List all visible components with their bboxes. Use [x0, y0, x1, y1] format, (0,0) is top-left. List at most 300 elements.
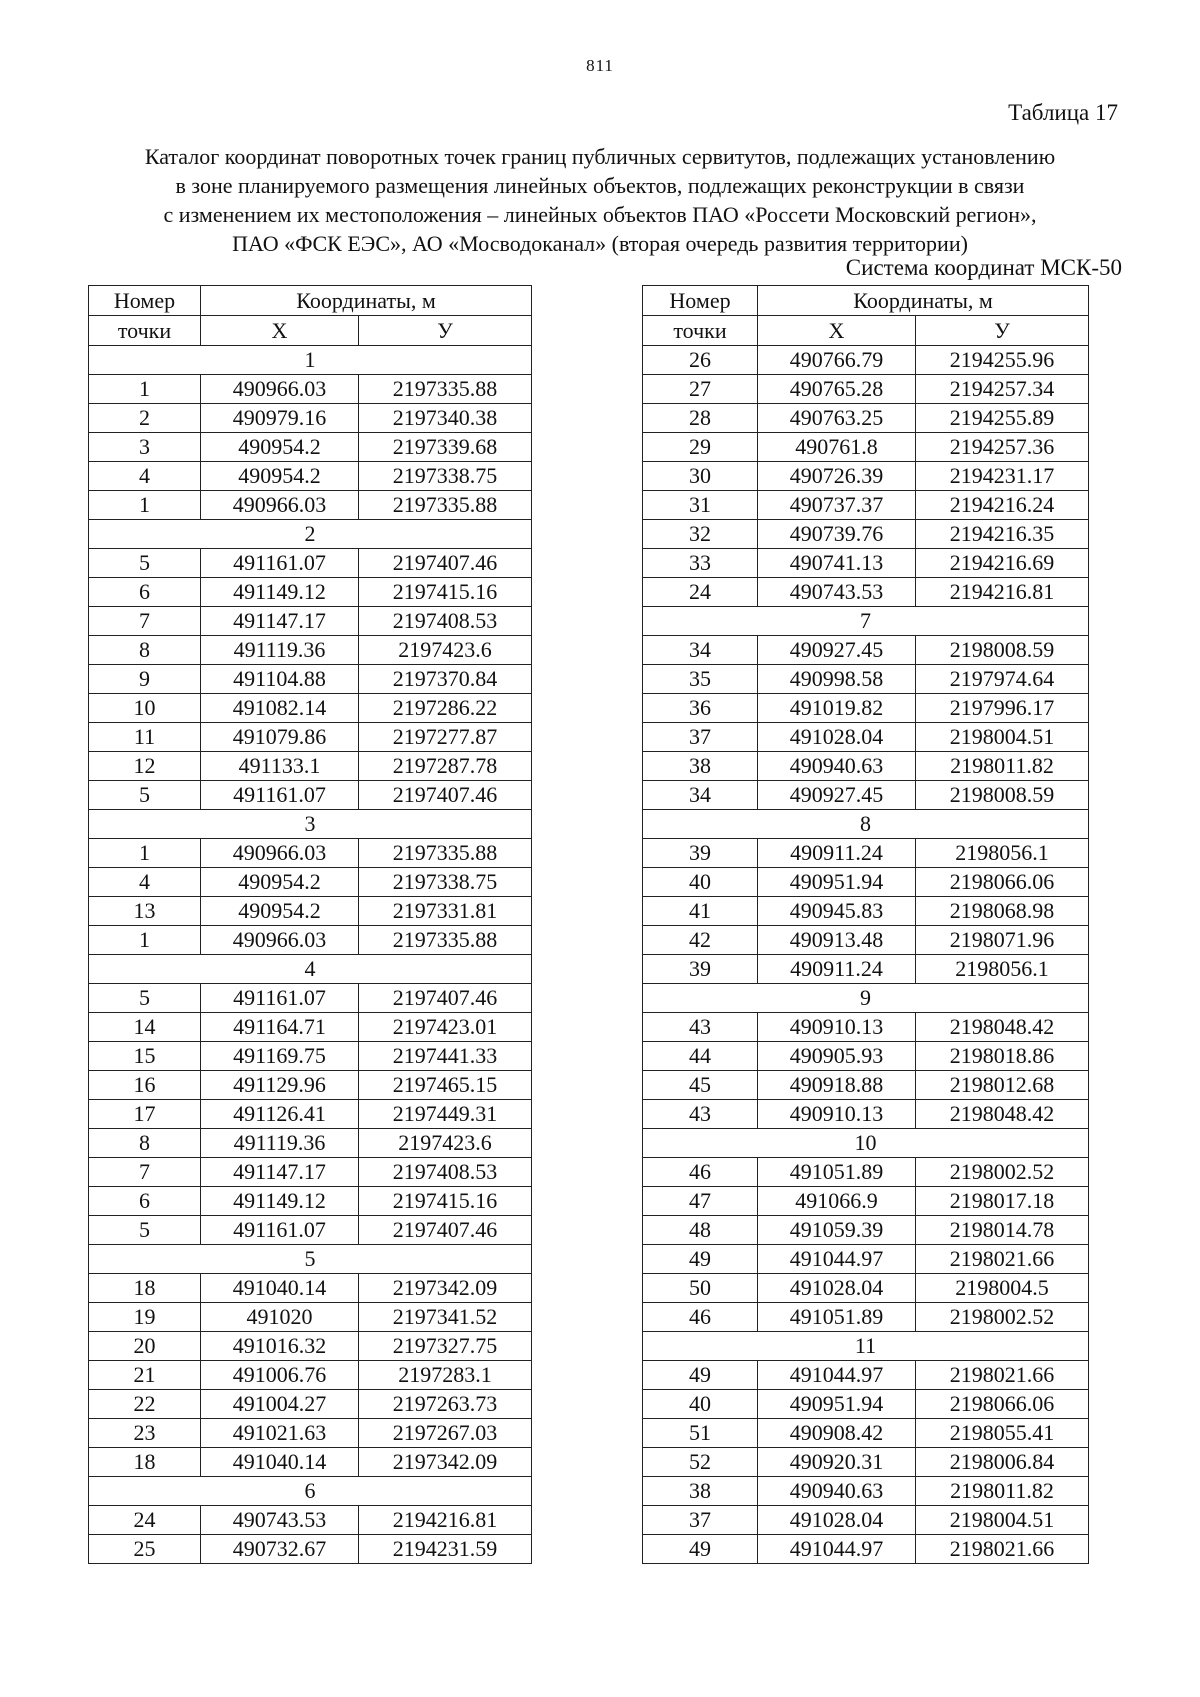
point-number-cell: 13	[89, 897, 201, 926]
y-coordinate-cell: 2194231.59	[359, 1535, 532, 1564]
point-number-cell: 6	[89, 578, 201, 607]
header-row	[643, 286, 1089, 316]
table-row	[643, 1390, 1089, 1419]
y-coordinate-cell: 2198068.98	[916, 897, 1089, 926]
table-row	[89, 1158, 532, 1187]
table-row	[643, 520, 1089, 549]
x-coordinate-cell: 490913.48	[758, 926, 916, 955]
y-coordinate-cell: 2197996.17	[916, 694, 1089, 723]
x-coordinate-cell: 490737.37	[758, 491, 916, 520]
table-row	[643, 694, 1089, 723]
table-row	[643, 404, 1089, 433]
x-coordinate-cell: 490743.53	[201, 1506, 359, 1535]
table-row	[89, 404, 532, 433]
x-coordinate-cell: 491004.27	[201, 1390, 359, 1419]
point-number-cell: 30	[643, 462, 758, 491]
y-coordinate-cell: 2198021.66	[916, 1245, 1089, 1274]
section-row	[89, 1477, 532, 1506]
table-row	[89, 752, 532, 781]
x-coordinate-cell: 491040.14	[201, 1274, 359, 1303]
point-number-cell: 9	[89, 665, 201, 694]
table-row	[89, 1216, 532, 1245]
section-number: 8	[643, 810, 1089, 839]
table-row	[89, 868, 532, 897]
x-coordinate-cell: 490966.03	[201, 375, 359, 404]
y-header: У	[359, 316, 532, 346]
y-coordinate-cell: 2198066.06	[916, 1390, 1089, 1419]
x-coordinate-cell: 490910.13	[758, 1013, 916, 1042]
point-number-cell: 11	[89, 723, 201, 752]
y-coordinate-cell: 2194255.89	[916, 404, 1089, 433]
y-coordinate-cell: 2197277.87	[359, 723, 532, 752]
table-row	[89, 781, 532, 810]
section-number: 2	[89, 520, 532, 549]
y-coordinate-cell: 2198004.51	[916, 1506, 1089, 1535]
x-coordinate-cell: 491021.63	[201, 1419, 359, 1448]
table-row	[643, 781, 1089, 810]
table-row	[89, 1100, 532, 1129]
point-number-cell: 4	[89, 462, 201, 491]
point-number-cell: 1	[89, 926, 201, 955]
x-coordinate-cell: 491119.36	[201, 1129, 359, 1158]
section-row	[643, 810, 1089, 839]
table-row	[643, 665, 1089, 694]
point-number-cell: 17	[89, 1100, 201, 1129]
point-number-cell: 12	[89, 752, 201, 781]
point-number-cell: 46	[643, 1158, 758, 1187]
y-coordinate-cell: 2198004.51	[916, 723, 1089, 752]
table-row	[643, 1448, 1089, 1477]
y-coordinate-cell: 2197335.88	[359, 491, 532, 520]
y-coordinate-cell: 2197340.38	[359, 404, 532, 433]
x-coordinate-cell: 491020	[201, 1303, 359, 1332]
x-coordinate-cell: 491149.12	[201, 578, 359, 607]
point-number-cell: 5	[89, 984, 201, 1013]
table-row	[89, 1535, 532, 1564]
y-coordinate-cell: 2198048.42	[916, 1100, 1089, 1129]
y-coordinate-cell: 2197267.03	[359, 1419, 532, 1448]
table-row	[643, 1361, 1089, 1390]
point-number-cell: 19	[89, 1303, 201, 1332]
point-number-cell: 3	[89, 433, 201, 462]
point-number-cell: 1	[89, 839, 201, 868]
section-number: 10	[643, 1129, 1089, 1158]
y-coordinate-cell: 2198048.42	[916, 1013, 1089, 1042]
table-row	[89, 1361, 532, 1390]
point-number-cell: 48	[643, 1216, 758, 1245]
point-number-cell: 49	[643, 1535, 758, 1564]
x-coordinate-cell: 490739.76	[758, 520, 916, 549]
y-coordinate-cell: 2197370.84	[359, 665, 532, 694]
table-row	[643, 433, 1089, 462]
table-row	[643, 1419, 1089, 1448]
table-row	[89, 897, 532, 926]
point-number-header: точки	[643, 316, 758, 346]
x-coordinate-cell: 490945.83	[758, 897, 916, 926]
x-coordinate-cell: 490927.45	[758, 781, 916, 810]
y-coordinate-cell: 2198011.82	[916, 752, 1089, 781]
point-number-cell: 20	[89, 1332, 201, 1361]
point-number-cell: 42	[643, 926, 758, 955]
table-row	[89, 665, 532, 694]
y-coordinate-cell: 2197342.09	[359, 1448, 532, 1477]
x-coordinate-cell: 490908.42	[758, 1419, 916, 1448]
y-coordinate-cell: 2194255.96	[916, 346, 1089, 375]
y-coordinate-cell: 2197407.46	[359, 781, 532, 810]
y-coordinate-cell: 2197338.75	[359, 868, 532, 897]
table-row	[643, 491, 1089, 520]
x-coordinate-cell: 490732.67	[201, 1535, 359, 1564]
x-coordinate-cell: 491104.88	[201, 665, 359, 694]
y-coordinate-cell: 2197974.64	[916, 665, 1089, 694]
point-number-header: Номер	[89, 286, 201, 316]
table-row	[643, 839, 1089, 868]
x-coordinate-cell: 491119.36	[201, 636, 359, 665]
section-number: 1	[89, 346, 532, 375]
x-coordinate-cell: 490966.03	[201, 839, 359, 868]
point-number-cell: 15	[89, 1042, 201, 1071]
point-number-cell: 5	[89, 549, 201, 578]
x-coordinate-cell: 490966.03	[201, 491, 359, 520]
y-coordinate-cell: 2197283.1	[359, 1361, 532, 1390]
y-coordinate-cell: 2197335.88	[359, 926, 532, 955]
y-coordinate-cell: 2194257.34	[916, 375, 1089, 404]
y-coordinate-cell: 2197465.15	[359, 1071, 532, 1100]
point-number-cell: 25	[89, 1535, 201, 1564]
section-row	[89, 810, 532, 839]
x-coordinate-cell: 490951.94	[758, 868, 916, 897]
x-coordinate-cell: 491149.12	[201, 1187, 359, 1216]
y-header: У	[916, 316, 1089, 346]
x-coordinate-cell: 490951.94	[758, 1390, 916, 1419]
table-row	[643, 723, 1089, 752]
y-coordinate-cell: 2198008.59	[916, 636, 1089, 665]
x-coordinate-cell: 490763.25	[758, 404, 916, 433]
table-row	[89, 1506, 532, 1535]
x-header: X	[201, 316, 359, 346]
point-number-cell: 37	[643, 1506, 758, 1535]
y-coordinate-cell: 2197286.22	[359, 694, 532, 723]
table-row	[89, 607, 532, 636]
y-coordinate-cell: 2194257.36	[916, 433, 1089, 462]
x-coordinate-cell: 491164.71	[201, 1013, 359, 1042]
x-coordinate-cell: 490918.88	[758, 1071, 916, 1100]
x-coordinate-cell: 490910.13	[758, 1100, 916, 1129]
page-number: 811	[586, 56, 614, 75]
point-number-cell: 21	[89, 1361, 201, 1390]
x-coordinate-cell: 491126.41	[201, 1100, 359, 1129]
table-row	[89, 462, 532, 491]
y-coordinate-cell: 2194231.17	[916, 462, 1089, 491]
x-coordinate-cell: 490905.93	[758, 1042, 916, 1071]
y-coordinate-cell: 2198056.1	[916, 955, 1089, 984]
y-coordinate-cell: 2198008.59	[916, 781, 1089, 810]
table-row	[643, 1158, 1089, 1187]
point-number-cell: 43	[643, 1013, 758, 1042]
x-coordinate-cell: 490979.16	[201, 404, 359, 433]
y-coordinate-cell: 2197331.81	[359, 897, 532, 926]
table-row	[643, 1187, 1089, 1216]
table-row	[89, 578, 532, 607]
point-number-cell: 40	[643, 1390, 758, 1419]
point-number-cell: 8	[89, 636, 201, 665]
table-row	[89, 984, 532, 1013]
title-line: в зоне планируемого размещения линейных объектов, подлежащих реконструкции в связи	[175, 173, 1025, 198]
x-coordinate-cell: 491044.97	[758, 1245, 916, 1274]
y-coordinate-cell: 2198017.18	[916, 1187, 1089, 1216]
x-coordinate-cell: 491079.86	[201, 723, 359, 752]
section-number: 5	[89, 1245, 532, 1274]
x-coordinate-cell: 490927.45	[758, 636, 916, 665]
header-row	[89, 316, 532, 346]
point-number-cell: 52	[643, 1448, 758, 1477]
table-row	[89, 926, 532, 955]
y-coordinate-cell: 2197415.16	[359, 578, 532, 607]
table-row	[643, 752, 1089, 781]
y-coordinate-cell: 2197287.78	[359, 752, 532, 781]
table-row	[89, 1274, 532, 1303]
section-row	[643, 607, 1089, 636]
x-coordinate-cell: 491006.76	[201, 1361, 359, 1390]
table-row	[643, 1013, 1089, 1042]
section-number: 6	[89, 1477, 532, 1506]
x-coordinate-cell: 490954.2	[201, 433, 359, 462]
x-coordinate-cell: 491044.97	[758, 1535, 916, 1564]
y-coordinate-cell: 2194216.81	[916, 578, 1089, 607]
y-coordinate-cell: 2197407.46	[359, 1216, 532, 1245]
table-row	[89, 839, 532, 868]
point-number-cell: 35	[643, 665, 758, 694]
table-row	[643, 1535, 1089, 1564]
point-number-cell: 1	[89, 491, 201, 520]
x-coordinate-cell: 490765.28	[758, 375, 916, 404]
table-row	[89, 1448, 532, 1477]
x-coordinate-cell: 490954.2	[201, 868, 359, 897]
coordinate-system-label: Система координат МСК-50	[845, 255, 1122, 280]
table-row	[643, 462, 1089, 491]
point-number-cell: 45	[643, 1071, 758, 1100]
y-coordinate-cell: 2198071.96	[916, 926, 1089, 955]
table-row	[89, 1332, 532, 1361]
table-row	[643, 1274, 1089, 1303]
y-coordinate-cell: 2197441.33	[359, 1042, 532, 1071]
point-number-cell: 37	[643, 723, 758, 752]
x-coordinate-cell: 491161.07	[201, 984, 359, 1013]
section-number: 9	[643, 984, 1089, 1013]
x-coordinate-cell: 491028.04	[758, 1506, 916, 1535]
point-number-cell: 24	[643, 578, 758, 607]
table-row	[643, 578, 1089, 607]
x-coordinate-cell: 490954.2	[201, 462, 359, 491]
x-coordinate-cell: 490911.24	[758, 839, 916, 868]
table-row	[643, 1506, 1089, 1535]
x-coordinate-cell: 491059.39	[758, 1216, 916, 1245]
y-coordinate-cell: 2197423.01	[359, 1013, 532, 1042]
y-coordinate-cell: 2198055.41	[916, 1419, 1089, 1448]
table-row	[89, 375, 532, 404]
y-coordinate-cell: 2198012.68	[916, 1071, 1089, 1100]
x-coordinate-cell: 490920.31	[758, 1448, 916, 1477]
table-row	[89, 1419, 532, 1448]
table-row	[89, 1013, 532, 1042]
point-number-cell: 39	[643, 839, 758, 868]
point-number-cell: 33	[643, 549, 758, 578]
point-number-cell: 38	[643, 752, 758, 781]
x-coordinate-cell: 491133.1	[201, 752, 359, 781]
y-coordinate-cell: 2197423.6	[359, 1129, 532, 1158]
section-row	[89, 520, 532, 549]
x-coordinate-cell: 491051.89	[758, 1303, 916, 1332]
y-coordinate-cell: 2197339.68	[359, 433, 532, 462]
x-coordinate-cell: 491082.14	[201, 694, 359, 723]
y-coordinate-cell: 2197408.53	[359, 607, 532, 636]
title-line: Каталог координат поворотных точек границ публичных сервитутов, подлежащих установлению	[144, 144, 1056, 169]
point-number-cell: 32	[643, 520, 758, 549]
x-coordinate-cell: 491040.14	[201, 1448, 359, 1477]
point-number-cell: 44	[643, 1042, 758, 1071]
point-number-cell: 5	[89, 781, 201, 810]
point-number-cell: 36	[643, 694, 758, 723]
y-coordinate-cell: 2198066.06	[916, 868, 1089, 897]
point-number-cell: 34	[643, 636, 758, 665]
x-coordinate-cell: 490766.79	[758, 346, 916, 375]
point-number-cell: 41	[643, 897, 758, 926]
x-coordinate-cell: 490966.03	[201, 926, 359, 955]
point-number-cell: 22	[89, 1390, 201, 1419]
title-line: с изменением их местоположения – линейных объектов ПАО «Россети Московский регион»,	[163, 202, 1037, 227]
coordinates-table-right	[642, 285, 1089, 1564]
x-coordinate-cell: 491169.75	[201, 1042, 359, 1071]
table-row	[89, 1071, 532, 1100]
point-number-cell: 27	[643, 375, 758, 404]
point-number-cell: 34	[643, 781, 758, 810]
coordinates-header: Координаты, м	[758, 286, 1089, 316]
y-coordinate-cell: 2198014.78	[916, 1216, 1089, 1245]
table-row	[643, 868, 1089, 897]
x-header: X	[758, 316, 916, 346]
point-number-cell: 8	[89, 1129, 201, 1158]
x-coordinate-cell: 491161.07	[201, 781, 359, 810]
section-number: 11	[643, 1332, 1089, 1361]
table-row	[89, 549, 532, 578]
y-coordinate-cell: 2194216.81	[359, 1506, 532, 1535]
table-row	[89, 433, 532, 462]
title-line: ПАО «ФСК ЕЭС», АО «Мосводоканал» (вторая очередь развития территории)	[232, 231, 968, 256]
table-row	[643, 1303, 1089, 1332]
point-number-cell: 38	[643, 1477, 758, 1506]
y-coordinate-cell: 2198011.82	[916, 1477, 1089, 1506]
point-number-cell: 49	[643, 1361, 758, 1390]
y-coordinate-cell: 2197415.16	[359, 1187, 532, 1216]
table-row	[89, 694, 532, 723]
x-coordinate-cell: 491066.9	[758, 1187, 916, 1216]
y-coordinate-cell: 2198002.52	[916, 1158, 1089, 1187]
x-coordinate-cell: 491044.97	[758, 1361, 916, 1390]
point-number-cell: 6	[89, 1187, 201, 1216]
table-row	[643, 897, 1089, 926]
table-row	[643, 926, 1089, 955]
x-coordinate-cell: 490940.63	[758, 1477, 916, 1506]
y-coordinate-cell: 2197263.73	[359, 1390, 532, 1419]
section-row	[89, 955, 532, 984]
table-row	[643, 1071, 1089, 1100]
point-number-cell: 31	[643, 491, 758, 520]
point-number-cell: 24	[89, 1506, 201, 1535]
point-number-cell: 2	[89, 404, 201, 433]
y-coordinate-cell: 2197408.53	[359, 1158, 532, 1187]
y-coordinate-cell: 2198002.52	[916, 1303, 1089, 1332]
x-coordinate-cell: 491147.17	[201, 607, 359, 636]
coordinates-table-left	[88, 285, 532, 1564]
section-number: 3	[89, 810, 532, 839]
point-number-cell: 4	[89, 868, 201, 897]
y-coordinate-cell: 2197335.88	[359, 839, 532, 868]
y-coordinate-cell: 2197407.46	[359, 984, 532, 1013]
point-number-cell: 18	[89, 1448, 201, 1477]
section-number: 7	[643, 607, 1089, 636]
section-row	[643, 984, 1089, 1013]
x-coordinate-cell: 491028.04	[758, 723, 916, 752]
y-coordinate-cell: 2198004.5	[916, 1274, 1089, 1303]
y-coordinate-cell: 2197423.6	[359, 636, 532, 665]
point-number-cell: 7	[89, 607, 201, 636]
table-label: Таблица 17	[1008, 100, 1118, 125]
x-coordinate-cell: 490998.58	[758, 665, 916, 694]
table-row	[89, 636, 532, 665]
table-row	[643, 1100, 1089, 1129]
table-row	[643, 549, 1089, 578]
y-coordinate-cell: 2194216.69	[916, 549, 1089, 578]
x-coordinate-cell: 491028.04	[758, 1274, 916, 1303]
point-number-cell: 43	[643, 1100, 758, 1129]
y-coordinate-cell: 2194216.35	[916, 520, 1089, 549]
y-coordinate-cell: 2197335.88	[359, 375, 532, 404]
y-coordinate-cell: 2198056.1	[916, 839, 1089, 868]
y-coordinate-cell: 2197338.75	[359, 462, 532, 491]
point-number-header: Номер	[643, 286, 758, 316]
point-number-cell: 29	[643, 433, 758, 462]
x-coordinate-cell: 490761.8	[758, 433, 916, 462]
point-number-cell: 10	[89, 694, 201, 723]
x-coordinate-cell: 491161.07	[201, 1216, 359, 1245]
point-number-cell: 26	[643, 346, 758, 375]
coordinates-header: Координаты, м	[201, 286, 532, 316]
table-row	[89, 1390, 532, 1419]
section-row	[643, 1332, 1089, 1361]
y-coordinate-cell: 2197449.31	[359, 1100, 532, 1129]
x-coordinate-cell: 491129.96	[201, 1071, 359, 1100]
table-row	[643, 955, 1089, 984]
point-number-cell: 5	[89, 1216, 201, 1245]
x-coordinate-cell: 490940.63	[758, 752, 916, 781]
section-number: 4	[89, 955, 532, 984]
point-number-cell: 18	[89, 1274, 201, 1303]
table-row	[643, 636, 1089, 665]
point-number-cell: 49	[643, 1245, 758, 1274]
point-number-cell: 51	[643, 1419, 758, 1448]
table-row	[89, 491, 532, 520]
y-coordinate-cell: 2197341.52	[359, 1303, 532, 1332]
x-coordinate-cell: 491016.32	[201, 1332, 359, 1361]
point-number-cell: 14	[89, 1013, 201, 1042]
y-coordinate-cell: 2198006.84	[916, 1448, 1089, 1477]
table-row	[643, 346, 1089, 375]
point-number-cell: 40	[643, 868, 758, 897]
y-coordinate-cell: 2197342.09	[359, 1274, 532, 1303]
y-coordinate-cell: 2198021.66	[916, 1361, 1089, 1390]
header-row	[643, 316, 1089, 346]
x-coordinate-cell: 490743.53	[758, 578, 916, 607]
